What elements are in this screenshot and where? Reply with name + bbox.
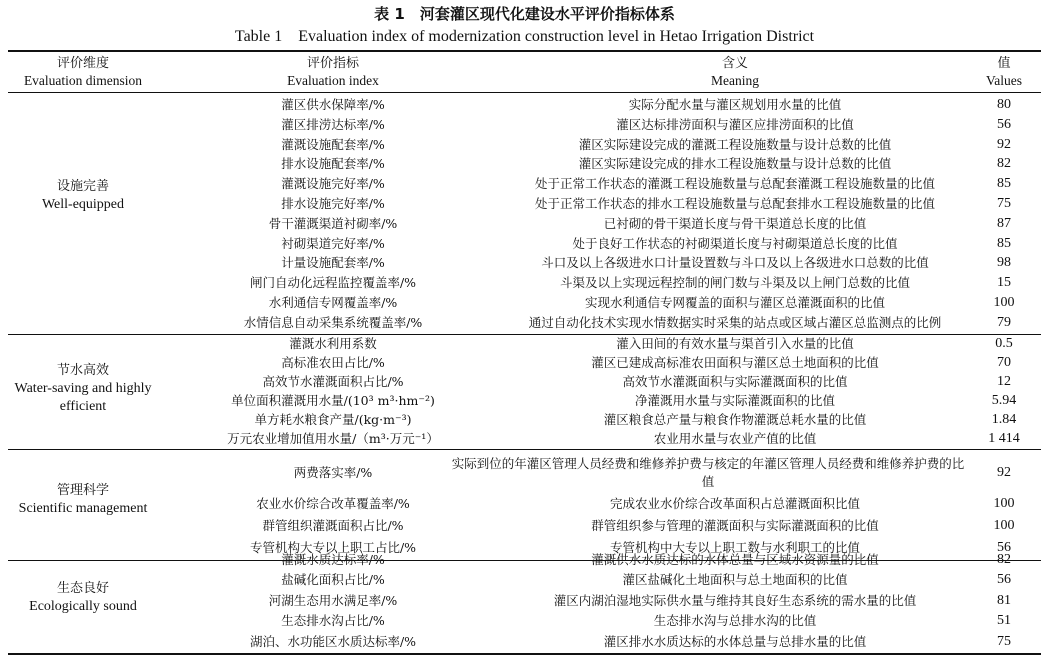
header-meaning-cn: 含义 <box>721 56 748 71</box>
table-row <box>0 214 1049 234</box>
row-index: 计量设施配套率/% <box>281 255 385 271</box>
header-dimension-cn: 评价维度 <box>56 56 109 71</box>
header-value-en: Values <box>986 73 1022 88</box>
dimension-label-en: Ecologically sound <box>29 599 137 614</box>
row-value: 51 <box>997 613 1011 629</box>
row-value: 15 <box>997 275 1011 291</box>
row-meaning: 生态排水沟与总排水沟的比值 <box>653 613 817 629</box>
table-row <box>0 334 1049 353</box>
row-index: 排水设施配套率/% <box>281 156 385 172</box>
header-dimension-en: Evaluation dimension <box>23 73 143 88</box>
dimension-label-cn: 管理科学 <box>56 483 109 498</box>
table-row <box>0 632 1049 652</box>
header-value-cn: 值 <box>997 56 1011 71</box>
row-index: 两费落实率/% <box>293 465 373 480</box>
row-meaning: 灌区实际建设完成的灌溉工程设施数量与设计总数的比值 <box>578 136 892 152</box>
row-meaning: 实际分配水量与灌区规划用水量的比值 <box>628 97 842 112</box>
table-row <box>0 550 1049 570</box>
row-index: 骨干灌溉渠道衬砌率/% <box>268 215 398 231</box>
row-value: 12 <box>997 374 1011 389</box>
row-value: 98 <box>997 255 1011 271</box>
row-value: 56 <box>997 116 1011 132</box>
row-index: 高效节水灌溉面积占比/% <box>262 374 404 389</box>
row-value: 70 <box>997 355 1011 370</box>
row-index: 高标准农田占比/% <box>281 355 385 370</box>
table-row <box>0 313 1049 333</box>
row-value: 100 <box>993 496 1015 511</box>
row-meaning: 斗口及以上各级进水口计量设置数与斗口及以上各级进水口总数的比值 <box>541 255 929 271</box>
row-meaning: 灌区盐碱化土地面积与总土地面积的比值 <box>622 572 848 588</box>
row-meaning: 农业用水量与农业产值的比值 <box>653 431 817 446</box>
bottom-rule <box>8 653 1041 655</box>
row-index: 灌溉水利用系数 <box>289 336 377 351</box>
row-meaning: 灌区粮食总产量与粮食作物灌溉总耗水量的比值 <box>603 412 867 427</box>
row-meaning: 灌入田间的有效水量与渠首引入水量的比值 <box>616 336 854 351</box>
dimension-label-en: Water-saving and highly efficient <box>14 381 152 414</box>
table-row <box>0 253 1049 273</box>
row-meaning: 处于正常工作状态的灌溉工程设施数量与总配套灌溉工程设施数量的比值 <box>534 176 935 192</box>
row-value: 75 <box>997 196 1011 211</box>
row-value: 85 <box>997 176 1011 192</box>
row-meaning: 灌区实际建设完成的排水工程设施数量与设计总数的比值 <box>578 156 892 172</box>
row-index: 农业水价综合改革覆盖率/% <box>256 496 410 511</box>
table-row <box>0 273 1049 293</box>
row-index: 灌溉设施完好率/% <box>281 176 385 192</box>
row-index: 水情信息自动采集系统覆盖率/% <box>243 314 423 330</box>
row-index: 群管组织灌溉面积占比/% <box>262 518 404 533</box>
row-value: 56 <box>997 572 1011 588</box>
group-divider <box>8 449 1041 450</box>
row-meaning: 灌区排水水质达标的水体总量与总排水量的比值 <box>603 633 867 649</box>
row-index: 灌溉设施配套率/% <box>281 136 385 152</box>
row-index: 生态排水沟占比/% <box>281 613 385 629</box>
row-index: 灌溉水质达标率/% <box>281 552 385 567</box>
row-index: 灌区供水保障率/% <box>281 97 385 112</box>
header-index-cn: 评价指标 <box>306 56 359 71</box>
row-meaning: 斗渠及以上实现远程控制的闸门数与斗渠及以上闸门总数的比值 <box>559 275 910 291</box>
row-meaning: 已衬砌的骨干渠道长度与骨干渠道总长度的比值 <box>603 215 867 231</box>
row-value: 82 <box>997 552 1011 567</box>
dimension-label <box>8 482 158 518</box>
table-row <box>0 135 1049 155</box>
row-value: 100 <box>993 295 1015 310</box>
row-meaning: 完成农业水价综合改革面积占总灌溉面积比值 <box>609 496 860 511</box>
row-value: 92 <box>997 136 1011 152</box>
row-value: 100 <box>993 518 1015 533</box>
row-value: 92 <box>997 465 1011 480</box>
row-meaning: 实现水利通信专网覆盖的面积与灌区总灌溉面积的比值 <box>584 295 885 310</box>
row-meaning: 灌溉供水水质达标的水体总量与区域水资源量的比值 <box>591 552 879 567</box>
row-index: 单位面积灌溉用水量/(10³ m³·hm⁻²) <box>231 393 435 408</box>
table-row <box>0 154 1049 174</box>
row-value: 81 <box>997 592 1011 608</box>
row-meaning: 专管机构中大专以上职工数与水利职工的比值 <box>609 540 860 555</box>
row-meaning: 实际到位的年灌区管理人员经费和维修养护费与核定的年灌区管理人员经费和维修养护费的比值 <box>451 456 965 489</box>
row-meaning: 处于良好工作状态的衬砌渠道长度与衬砌渠道总长度的比值 <box>572 235 898 251</box>
row-index: 衬砌渠道完好率/% <box>281 235 385 251</box>
row-value: 0.5 <box>995 336 1013 351</box>
row-value: 56 <box>997 540 1011 555</box>
row-meaning: 处于正常工作状态的排水工程设施数量与总配套排水工程设施数量的比值 <box>534 196 935 211</box>
row-index: 盐碱化面积占比/% <box>281 572 385 588</box>
table-row <box>0 115 1049 135</box>
table-title-cn: 表 1 河套灌区现代化建设水平评价指标体系 <box>374 5 675 23</box>
row-index: 河湖生态用水满足率/% <box>268 592 398 608</box>
row-meaning: 通过自动化技术实现水情数据实时采集的站点或区域占灌区总监测点的比例 <box>528 314 942 330</box>
row-value: 80 <box>997 97 1011 112</box>
row-value: 1 414 <box>988 431 1020 446</box>
row-meaning: 灌区达标排涝面积与灌区应排涝面积的比值 <box>616 116 854 132</box>
table-row <box>0 293 1049 313</box>
row-index: 万元农业增加值用水量/（m³·万元⁻¹） <box>227 431 439 446</box>
header-meaning-en: Meaning <box>711 73 759 88</box>
table-row <box>0 95 1049 115</box>
row-index: 排水设施完好率/% <box>281 196 385 211</box>
dimension-label <box>8 580 158 616</box>
row-index: 单方耗水粮食产量/(kg·m⁻³) <box>254 412 412 427</box>
dimension-label <box>8 362 158 416</box>
row-value: 79 <box>997 314 1011 330</box>
row-meaning: 高效节水灌溉面积与实际灌溉面积的比值 <box>622 374 848 389</box>
header-index-en: Evaluation index <box>287 73 379 88</box>
row-index: 湖泊、水功能区水质达标率/% <box>249 633 417 649</box>
row-index: 闸门自动化远程监控覆盖率/% <box>249 275 417 291</box>
dimension-label-cn: 节水高效 <box>56 363 109 378</box>
row-value: 75 <box>997 633 1011 649</box>
row-value: 87 <box>997 215 1011 231</box>
table-row <box>0 234 1049 254</box>
row-value: 5.94 <box>991 393 1017 408</box>
table-row <box>0 429 1049 448</box>
row-meaning: 净灌溉用水量与实际灌溉面积的比值 <box>634 393 835 408</box>
dimension-label-en: Well-equipped <box>41 197 125 212</box>
row-index: 灌区排涝达标率/% <box>281 116 385 132</box>
row-index: 专管机构大专以上职工占比/% <box>249 540 417 555</box>
row-meaning: 群管组织参与管理的灌溉面积与实际灌溉面积的比值 <box>591 518 879 533</box>
dimension-label <box>8 178 158 214</box>
dimension-label-cn: 设施完善 <box>56 179 109 194</box>
dimension-label-en: Scientific management <box>18 501 148 516</box>
row-value: 82 <box>997 156 1011 172</box>
row-value: 1.84 <box>991 412 1017 427</box>
row-meaning: 灌区已建成高标准农田面积与灌区总土地面积的比值 <box>591 355 879 370</box>
row-meaning: 灌区内湖泊湿地实际供水量与维持其良好生态系统的需水量的比值 <box>553 592 917 608</box>
row-value: 85 <box>997 235 1011 251</box>
row-index: 水利通信专网覆盖率/% <box>268 295 398 310</box>
table-title-en: Table 1 Evaluation index of modernization construction level in Hetao Irrigation District <box>234 28 815 45</box>
table-row <box>0 515 1049 537</box>
dimension-label-cn: 生态良好 <box>56 581 109 596</box>
